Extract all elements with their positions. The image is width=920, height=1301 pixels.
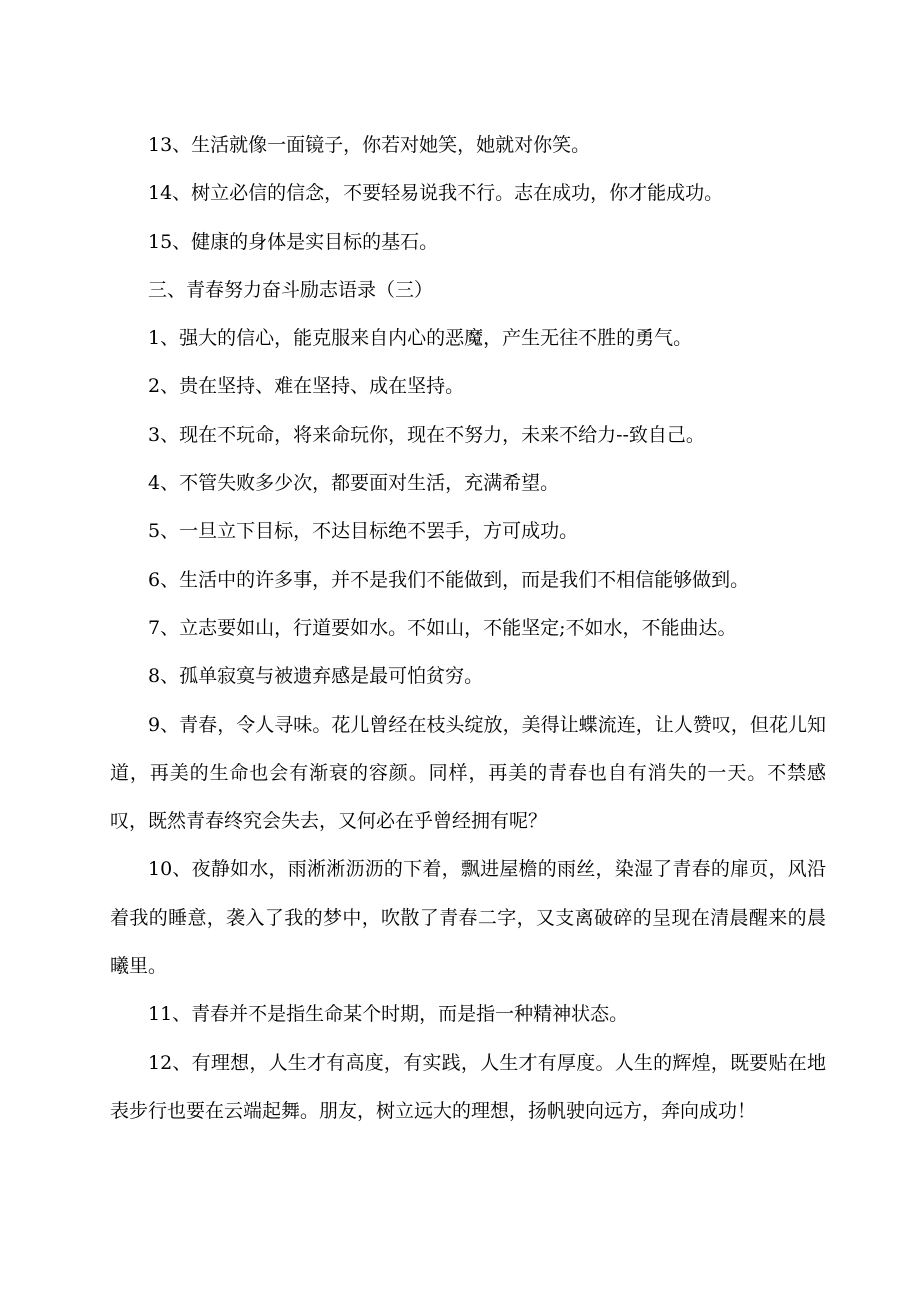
quote-12: 12、有理想，人生才有高度，有实践，人生才有厚度。人生的辉煌，既要贴在地表步行也要在云端起舞。朋友，树立远大的理想，扬帆驶向远方，奔向成功！ [110, 1051, 826, 1122]
quote-14: 14、树立必信的信念，不要轻易说我不行。志在成功，你才能成功。 [148, 182, 724, 205]
quote-8: 8、孤单寂寞与被遗弃感是最可怕贫穷。 [148, 665, 484, 688]
quote-2: 2、贵在坚持、难在坚持、成在坚持。 [148, 375, 465, 398]
quote-15: 15、健康的身体是实目标的基石。 [148, 230, 439, 253]
quote-10: 10、夜静如水，雨淅淅沥沥的下着，飘进屋檐的雨丝，染湿了青春的扉页，风沿着我的睡意，袭入了我的梦中，吹散了青春二字，又支离破碎的呈现在清晨醒来的晨曦里。 [110, 858, 826, 978]
document-body [110, 121, 826, 1135]
quote-11: 11、青春并不是指生命某个时期，而是指一种精神状态。 [148, 1003, 629, 1026]
quote-9: 9、青春，令人寻味。花儿曾经在枝头绽放，美得让蝶流连，让人赞叹，但花儿知道，再美的生命也会有渐衰的容颜。同样，再美的青春也自有消失的一天。不禁感叹，既然青春终究会失去，又何必在乎曾经拥有呢？ [110, 713, 826, 833]
quote-7: 7、立志要如山，行道要如水。不如山，不能坚定;不如水，不能曲达。 [148, 616, 737, 639]
quote-1: 1、强大的信心，能克服来自内心的恶魔，产生无往不胜的勇气。 [148, 327, 693, 350]
quote-13: 13、生活就像一面镜子，你若对她笑，她就对你笑。 [148, 134, 591, 156]
quote-4: 4、不管失败多少次，都要面对生活，充满希望。 [148, 472, 560, 495]
quote-5: 5、一旦立下目标，不达目标绝不罢手，方可成功。 [148, 520, 579, 543]
section-heading: 三、青春努力奋斗励志语录（三） [148, 278, 434, 301]
quote-3: 3、现在不玩命，将来命玩你，现在不努力，未来不给力--致自己。 [148, 423, 705, 446]
quote-6: 6、生活中的许多事，并不是我们不能做到，而是我们不相信能够做到。 [148, 568, 750, 591]
